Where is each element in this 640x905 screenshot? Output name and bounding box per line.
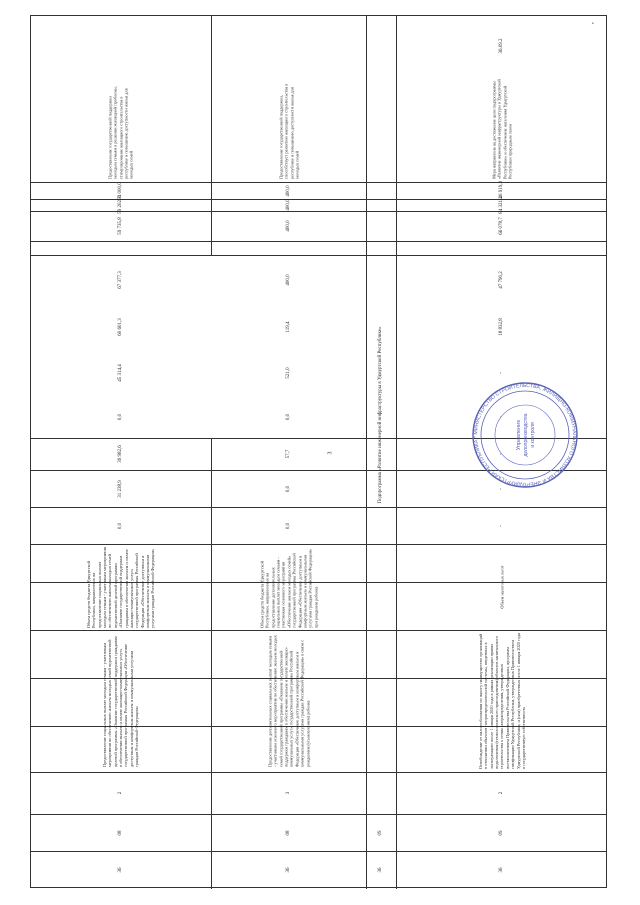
- row-event: Предоставление социальных выплат молодым семьям - участникам мероприятия по обеспечению жильем молодых семей ведомственной целевой программы «Оказание государственной поддержки гражданам в обеспечении жильем и оплате жилищно-коммунальных услуг» государственной программы Российской Федерации «Обеспечение доступным и комфортным жильем и коммунальными услугами граждан Российской Федерации»: [102, 636, 140, 767]
- row-value: 400,0: [285, 220, 291, 232]
- row-value: 0,0: [117, 522, 123, 529]
- row-code: 36: [498, 867, 504, 873]
- row-value: -: [498, 453, 504, 455]
- row-value: -: [498, 372, 504, 374]
- row-value: 45 314,4: [117, 364, 123, 382]
- row-value: 60 601,3: [117, 318, 123, 336]
- row-value: 400,0: [285, 184, 291, 197]
- row-item: 2: [117, 791, 123, 795]
- heading-subprogram: 09: [377, 830, 383, 835]
- row-value: 521,0: [285, 367, 291, 379]
- heading-code: 36: [377, 867, 383, 873]
- row-code: 36: [117, 867, 123, 873]
- row-result: Мера направлена на достижение цели подпрограммы «Развитие инженерной инфраструктуры в Удмуртской Республике» и обеспечение населения Удмуртской Республики природным газом: [491, 79, 513, 179]
- row-value: 31 238,9: [117, 479, 123, 498]
- corner-mark: •: [592, 22, 594, 27]
- row-value: 400,0: [285, 199, 291, 211]
- row-indicator: Объем налоговых льгот: [499, 565, 505, 609]
- row-link: 36.09.2: [498, 38, 504, 54]
- row-value: -: [498, 487, 504, 490]
- row-value: 0,0: [285, 522, 291, 529]
- row-indicator: Объем средств бюджета Удмуртской Республики, направленных на предоставление дополнительных социальных выплат молодым семьям - участникам основного мероприятия «Обеспечение жильем молодых семей» государственной программы Российской Федерации «Обеспечение доступным и комфортным жильем и коммунальными услугами граждан Российской Федерации» при рождении ребенка: [259, 548, 318, 628]
- row-value: 59 202,7: [117, 196, 123, 214]
- row-value: 0,0: [285, 485, 291, 492]
- row-value: 84 321,4: [498, 196, 504, 214]
- row-subprogram: 08: [117, 830, 123, 835]
- row-result: Предоставление государственной поддержки, способствует развитию жилищного строительства в республике и повышению доступности жилья для молодых семей: [277, 83, 299, 179]
- row-value: 18 832,8: [498, 318, 504, 336]
- row-value: 39 982,6: [117, 445, 123, 463]
- row-value: 59 735,8: [117, 217, 123, 235]
- svg-text:УДМУРТСКАЯ РЕСПУБЛИКА * МИНИСТ: УДМУРТСКАЯ РЕСПУБЛИКА * МИНИСТЕРСТВО СТРОИТЕЛЬСТВА, ЖИЛИЩНО-КОММУНАЛЬНОГО ХОЗЯЙСТВА И ЭНЕРГ: [472, 382, 578, 488]
- row-event: Предоставление дополнительных социальных выплат молодым семьям - участникам основного мероприятия по обеспечению жильем молодых семей государственной программы «Оказание государственной поддержки гражданам в обеспечении жильем и оплате жилищно-коммунальных услуг» государственной программы Российской Федерации «Обеспечение доступным и комфортным жильем и коммунальными услугами граждан Российской Федерации» в связи с рождением (усыновлением) ребенка: [267, 635, 310, 767]
- row-value: 400,0: [285, 273, 291, 286]
- row-value: -: [498, 524, 504, 527]
- row-value: 94 000,0: [117, 181, 123, 200]
- row-subprogram: 09: [498, 830, 504, 835]
- page-number: 3: [327, 451, 334, 455]
- row-value: 0,0: [285, 413, 291, 421]
- row-item: 2: [498, 791, 504, 795]
- row-value: -: [498, 416, 504, 418]
- row-result: Предоставление государственной поддержки молодым семьям в решении жилищной проблемы, стимулирование жилищного строительства в республике и повышение доступности жилья для молодых семей: [107, 86, 135, 179]
- svg-text:делопроизводства: делопроизводства: [523, 413, 529, 457]
- row-indicator: Объем средств бюджета Удмуртской Республики, направленных на предоставление социальных выплат молодым семьям - участникам мероприятия по обеспечению жильем молодых семей ведомственной целевой программы «Оказание государственной поддержки гражданам в обеспечении жильем и оплате жилищно-коммунальных услуг» государственной программы Российской Федерации «Обеспечение доступным и комфортным жильем и коммунальными услугами граждан Российской Федерации»: [86, 547, 156, 628]
- row-code: 36: [285, 867, 291, 873]
- row-item: 3: [285, 791, 291, 795]
- row-value: 57,7: [285, 449, 291, 459]
- svg-text:Управление: Управление: [516, 419, 522, 451]
- svg-text:и контроля: и контроля: [530, 422, 536, 448]
- row-value: 66 078,7: [498, 217, 504, 235]
- row-value: 119,4: [285, 321, 291, 333]
- row-value: 47 790,2: [498, 270, 504, 289]
- row-value: 126 919,3: [498, 180, 504, 201]
- row-value: 0,0: [117, 413, 123, 421]
- official-seal: [470, 380, 580, 490]
- row-value: 67 377,3: [117, 270, 123, 289]
- row-subprogram: 08: [285, 830, 291, 835]
- row-event: Освобождение от налогообложения по налогу на имущество организаций в отношении объектов газораспределительной системы, введенных в эксплуатацию после 1 января 2020 года в рамках реализации правил подключения (технологического присоединения) объектов капитального строительства к сетям газораспределения, утвержденных постановлением Правительства Российской Федерации, программ газификации Удмуртской Республики, утвержденных Правительством Удмуртской Республики, и (или) приобретенных после 1 января 2020 года в государственную собственность: [477, 633, 526, 769]
- subprogram-heading: Подпрограмма «Развитие инженерной инфраструктуры в Удмуртской Республике»: [377, 326, 383, 504]
